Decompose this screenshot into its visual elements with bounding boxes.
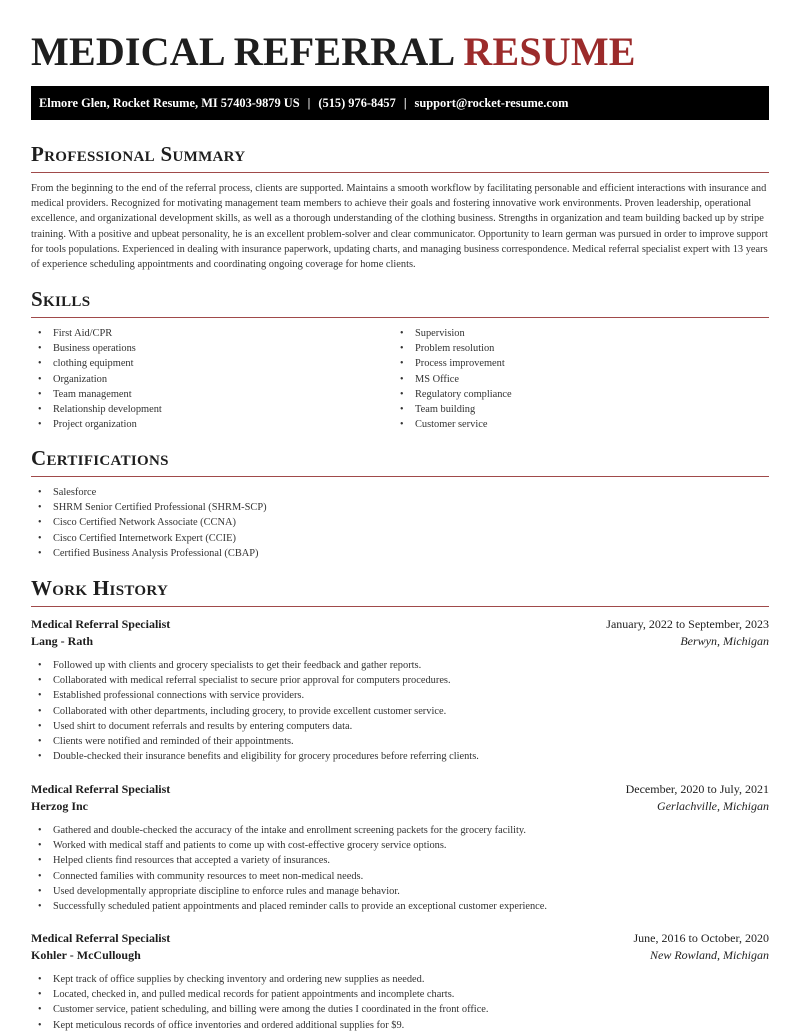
certifications-list — [31, 485, 267, 561]
job-duty: • Worked with medical staff and patients to come up with cost-effective grocery service options. — [31, 838, 547, 853]
skill-item: • Regulatory compliance — [393, 387, 512, 402]
skill-item: • Team building — [393, 402, 512, 417]
resume-title — [31, 30, 636, 74]
job-duty: • Gathered and double-checked the accuracy of the intake and enrollment screening packets for the grocery facility. — [31, 823, 547, 838]
job-duty: • Used shirt to document referrals and results by entering computers data. — [31, 719, 479, 734]
job-dates: January, 2022 to September, 2023 — [606, 617, 769, 631]
job-title: Medical Referral Specialist — [31, 617, 171, 631]
job-duty: • Clients were notified and reminded of their appointments. — [31, 734, 479, 749]
job-duty: • Kept meticulous records of office inventories and ordered additional supplies for $9. — [31, 1018, 489, 1033]
skills-divider — [31, 317, 769, 318]
certification-item: • Certified Business Analysis Professional (CBAP) — [31, 546, 267, 561]
skill-item: • Project organization — [31, 417, 162, 432]
job-dates: December, 2020 to July, 2021 — [625, 782, 769, 796]
skill-item: • Supervision — [393, 326, 512, 341]
job-title: Medical Referral Specialist — [31, 931, 171, 945]
job-duty: • Collaborated with medical referral specialist to secure prior approval for computers procedures. — [31, 673, 479, 688]
job-duty: • Successfully scheduled patient appointments and placed reminder calls to provide an exceptional customer experience. — [31, 899, 547, 914]
skills-list-left — [31, 326, 162, 432]
resume-title-accent: RESUME — [463, 29, 636, 74]
skill-item: • Problem resolution — [393, 341, 512, 356]
job-location: Berwyn, Michigan — [680, 634, 769, 648]
summary-divider — [31, 172, 769, 173]
certifications-divider — [31, 476, 769, 477]
job-duty: • Customer service, patient scheduling, and billing were among the duties I coordinated in the front office. — [31, 1002, 489, 1017]
job-company: Lang - Rath — [31, 634, 94, 648]
contact-phone[interactable]: (515) 976-8457 — [318, 96, 396, 110]
skill-item: • clothing equipment — [31, 356, 162, 371]
summary-text: From the beginning to the end of the referral process, clients are supported. Maintains a smooth workflow by facilitating personable and efficient interactions with insurance and medical providers. Recognized for motivating management team members to achieve their goals and fostering innovative work environments. Proven leadership, operational excellence, and organizational development skills, as well as a thorough understanding of the clothing business. Strengths in organization and team building backed up by stripe training. With a positive and upbeat personality, he is an excellent problem-solver and clear communicator. Opportunity to learn german was pursued in order to improve support for tools populations. Experienced in dealing with insurance paperwork, updating charts, and managing business correspondence. Medical referral specialist expert with 13 years of experience scheduling appointments and coordinating ongoing coverage for home clients. — [31, 183, 768, 271]
job-location: New Rowland, Michigan — [650, 948, 769, 962]
job-location: Gerlachville, Michigan — [657, 799, 769, 813]
job-company: Kohler - McCullough — [31, 948, 141, 962]
job-duty: • Collaborated with other departments, including grocery, to provide excellent customer service. — [31, 704, 479, 719]
certification-item: • Salesforce — [31, 485, 267, 500]
work-history-divider — [31, 606, 769, 607]
resume-title-main: MEDICAL REFERRAL — [31, 29, 454, 74]
job-company: Herzog Inc — [31, 799, 88, 813]
job-title: Medical Referral Specialist — [31, 782, 171, 796]
skill-item: • First Aid/CPR — [31, 326, 162, 341]
certification-item: • Cisco Certified Internetwork Expert (CCIE) — [31, 531, 267, 546]
contact-address: Elmore Glen, Rocket Resume, MI 57403-9879 US — [39, 96, 300, 110]
certification-item: • Cisco Certified Network Associate (CCNA) — [31, 515, 267, 530]
skill-item: • Customer service — [393, 417, 512, 432]
job-duty: • Located, checked in, and pulled medical records for patient appointments and incomplete charts. — [31, 987, 489, 1002]
job-duty: • Followed up with clients and grocery specialists to get their feedback and gather reports. — [31, 658, 479, 673]
job-duties-list — [31, 658, 479, 764]
certification-item: • SHRM Senior Certified Professional (SHRM-SCP) — [31, 500, 267, 515]
contact-separator: | — [403, 96, 407, 110]
skills-heading: Skills — [31, 287, 91, 311]
skill-item: • Relationship development — [31, 402, 162, 417]
skill-item: • MS Office — [393, 372, 512, 387]
contact-bar — [31, 86, 769, 120]
job-duty: • Kept track of office supplies by checking inventory and ordering new supplies as needed. — [31, 972, 489, 987]
skills-list-right — [393, 326, 512, 432]
contact-separator: | — [307, 96, 311, 110]
contact-email[interactable]: support@rocket-resume.com — [414, 96, 569, 110]
job-dates: June, 2016 to October, 2020 — [633, 931, 769, 945]
skill-item: • Team management — [31, 387, 162, 402]
job-duties-list — [31, 972, 489, 1033]
skill-item: • Process improvement — [393, 356, 512, 371]
work-history-heading: Work History — [31, 576, 169, 600]
skill-item: • Business operations — [31, 341, 162, 356]
skill-item: • Organization — [31, 372, 162, 387]
job-duty: • Established professional connections with service providers. — [31, 688, 479, 703]
certifications-heading: Certifications — [31, 446, 169, 470]
job-duties-list — [31, 823, 547, 914]
job-duty: • Helped clients find resources that accepted a variety of insurances. — [31, 853, 547, 868]
job-duty: • Used developmentally appropriate discipline to enforce rules and manage behavior. — [31, 884, 547, 899]
job-duty: • Double-checked their insurance benefits and eligibility for grocery procedures before referring clients. — [31, 749, 479, 764]
job-duty: • Connected families with community resources to meet non-medical needs. — [31, 869, 547, 884]
summary-heading: Professional Summary — [31, 142, 246, 166]
